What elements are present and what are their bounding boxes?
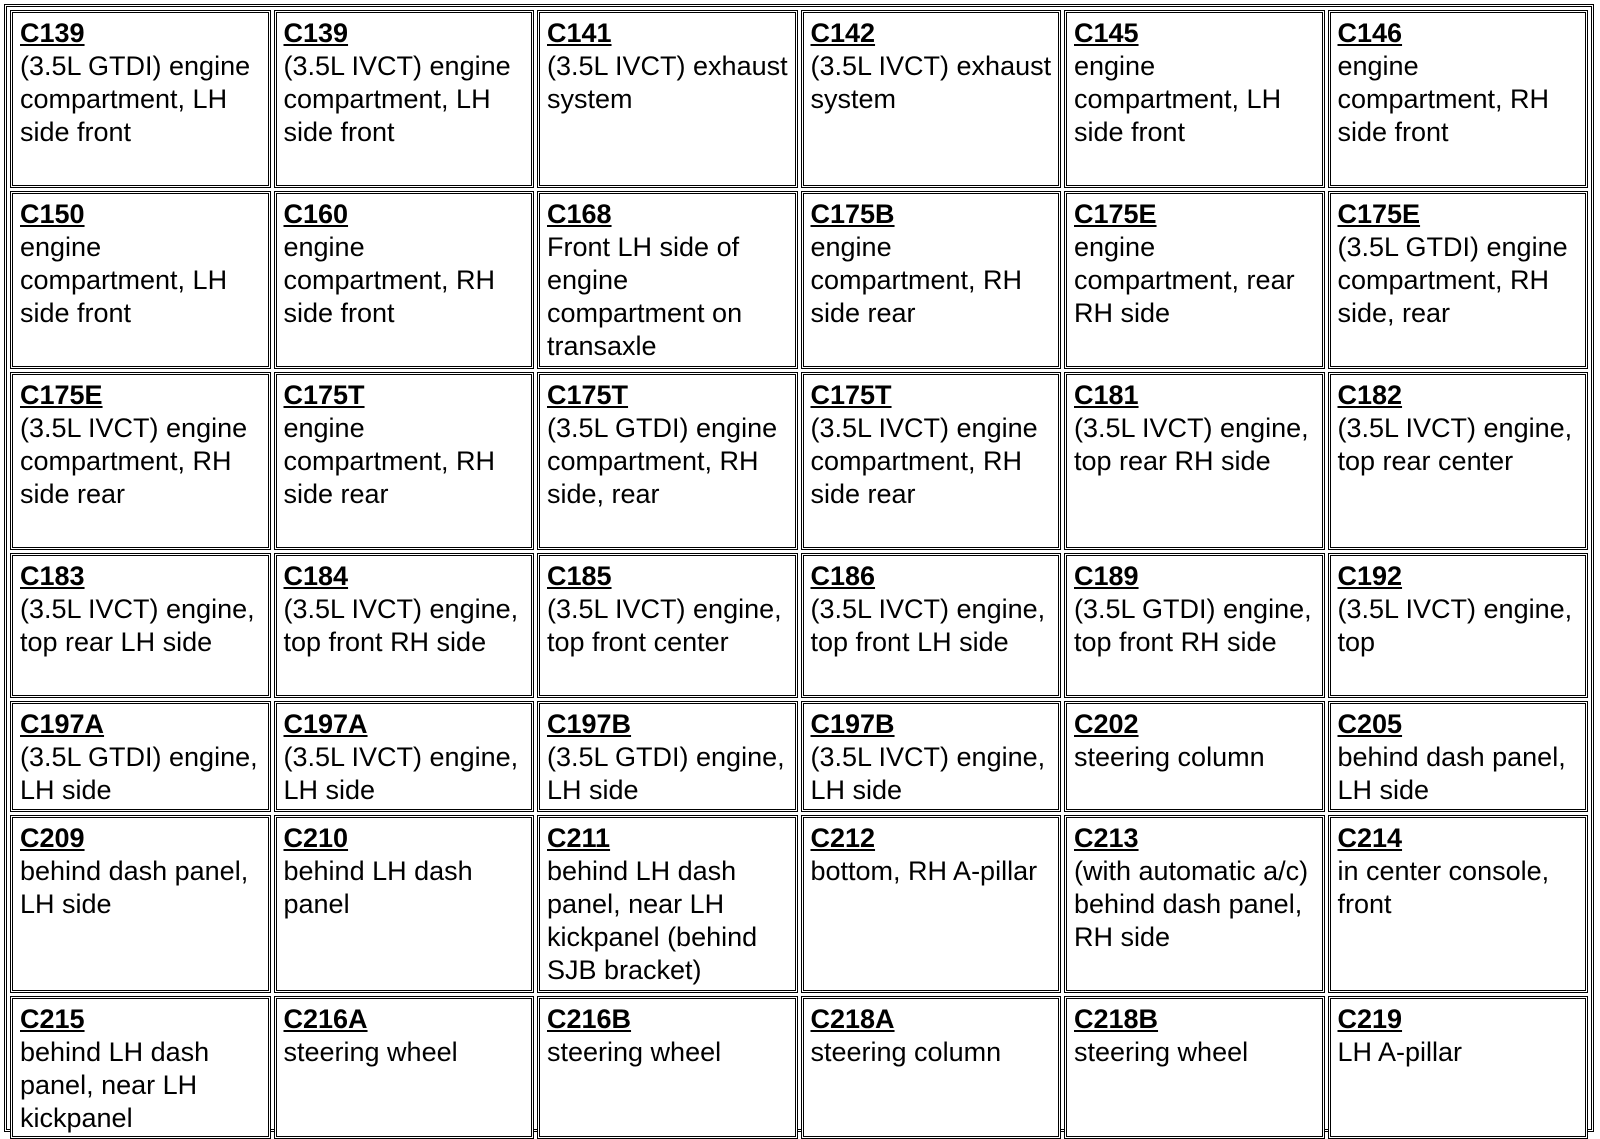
connector-code-link[interactable]: C197A [283,709,368,739]
connector-code-link[interactable]: C175E [1074,199,1157,229]
connector-code-link[interactable]: C218A [810,1004,895,1034]
connector-location-text: engine compartment, LH side front [1074,51,1282,147]
connector-code-link[interactable]: C182 [1337,380,1403,410]
connector-location-text: (3.5L IVCT) engine, top rear center [1337,413,1573,476]
connector-code-link[interactable]: C150 [20,199,85,229]
connector-cell [801,10,1062,188]
connector-cell [537,996,798,1139]
connector-code-link[interactable]: C216B [547,1004,632,1034]
connector-cell [274,815,535,993]
connector-location-text: engine compartment, RH side front [283,232,496,328]
connector-cell [274,553,535,698]
connector-cell [1064,701,1325,812]
connector-cell [537,701,798,812]
connector-code-link[interactable]: C202 [1074,709,1139,739]
connector-cell [801,996,1062,1139]
connector-code-link[interactable]: C145 [1074,18,1139,48]
connector-location-text: LH A-pillar [1337,1037,1463,1067]
connector-cell [274,996,535,1139]
connector-cell [537,372,798,550]
connector-location-text: (3.5L IVCT) engine compartment, RH side rear [810,413,1038,509]
connector-code-link[interactable]: C197B [810,709,895,739]
connector-location-text: steering column [810,1037,1002,1067]
connector-code-link[interactable]: C175B [810,199,895,229]
connector-code-link[interactable]: C186 [810,561,876,591]
connector-cell [1064,372,1325,550]
connector-cell [1064,996,1325,1139]
connector-location-text: (3.5L GTDI) engine, LH side [20,742,258,805]
connector-cell [1064,10,1325,188]
connector-code-link[interactable]: C184 [283,561,349,591]
connector-code-link[interactable]: C197A [20,709,105,739]
connector-location-text: (3.5L IVCT) engine, top front LH side [810,594,1046,657]
connector-cell [801,191,1062,369]
connector-cell [1328,553,1589,698]
connector-location-text: behind dash panel, LH side [1337,742,1566,805]
connector-location-text: (3.5L IVCT) exhaust system [810,51,1052,114]
connector-code-link[interactable]: C197B [547,709,632,739]
connector-location-text: (with automatic a/c) behind dash panel, RH side [1074,856,1309,952]
connector-location-text: (3.5L IVCT) engine, top rear LH side [20,594,255,657]
connector-cell [1328,372,1589,550]
connector-code-link[interactable]: C139 [20,18,85,48]
connector-cell [801,553,1062,698]
connector-code-link[interactable]: C175T [283,380,365,410]
connector-location-text: engine compartment, RH side front [1337,51,1550,147]
connector-code-link[interactable]: C175T [547,380,629,410]
connector-code-link[interactable]: C139 [283,18,349,48]
connector-location-text: engine compartment, rear RH side [1074,232,1295,328]
connector-location-text: (3.5L IVCT) engine, top front center [547,594,782,657]
connector-cell [10,996,271,1139]
connector-cell [10,553,271,698]
connector-cell [537,553,798,698]
connector-location-text: (3.5L IVCT) engine compartment, LH side front [283,51,511,147]
connector-cell [801,701,1062,812]
connector-cell [1064,815,1325,993]
connector-code-link[interactable]: C218B [1074,1004,1159,1034]
connector-code-link[interactable]: C215 [20,1004,85,1034]
connector-code-link[interactable]: C181 [1074,380,1139,410]
connector-location-text: Front LH side of engine compartment on transaxle [547,232,743,361]
connector-cell [274,10,535,188]
connector-code-link[interactable]: C214 [1337,823,1403,853]
connector-code-link[interactable]: C192 [1337,561,1403,591]
connector-code-link[interactable]: C185 [547,561,612,591]
connector-cell [1064,553,1325,698]
connector-cell [1064,191,1325,369]
connector-code-link[interactable]: C213 [1074,823,1139,853]
connector-location-text: steering wheel [547,1037,722,1067]
connector-cell [10,372,271,550]
connector-cell [274,701,535,812]
connector-code-link[interactable]: C216A [283,1004,368,1034]
connector-location-text: (3.5L IVCT) engine, LH side [810,742,1046,805]
connector-location-text: steering wheel [283,1037,458,1067]
connector-location-text: behind LH dash panel, near LH kickpanel [20,1037,210,1133]
connector-cell [801,372,1062,550]
connector-cell [1328,10,1589,188]
connector-code-link[interactable]: C160 [283,199,349,229]
connector-cell [537,815,798,993]
connector-code-link[interactable]: C189 [1074,561,1139,591]
connector-location-text: steering wheel [1074,1037,1249,1067]
connector-cell [274,191,535,369]
connector-code-link[interactable]: C175E [20,380,103,410]
connector-location-text: behind dash panel, LH side [20,856,249,919]
connector-location-text: (3.5L GTDI) engine compartment, LH side front [20,51,251,147]
connector-location-text: (3.5L GTDI) engine, LH side [547,742,785,805]
connector-location-text: (3.5L GTDI) engine, top front RH side [1074,594,1312,657]
connector-code-link[interactable]: C141 [547,18,612,48]
connector-location-text: engine compartment, RH side rear [810,232,1023,328]
connector-code-link[interactable]: C168 [547,199,612,229]
connector-cell [801,815,1062,993]
connector-code-link[interactable]: C205 [1337,709,1403,739]
connector-cell [1328,701,1589,812]
connector-code-link[interactable]: C142 [810,18,876,48]
connector-location-text: (3.5L IVCT) engine, LH side [283,742,519,805]
connector-cell [1328,815,1589,993]
connector-code-link[interactable]: C175E [1337,199,1421,229]
connector-location-text: (3.5L IVCT) engine, top front RH side [283,594,519,657]
connector-location-table [4,4,1594,1132]
connector-cell [1328,996,1589,1139]
connector-location-text: (3.5L GTDI) engine compartment, RH side, rear [547,413,778,509]
connector-cell [10,191,271,369]
connector-location-text: (3.5L IVCT) exhaust system [547,51,788,114]
connector-location-text: bottom, RH A-pillar [810,856,1038,886]
connector-code-link[interactable]: C211 [547,823,611,853]
connector-cell [537,10,798,188]
connector-location-text: engine compartment, RH side rear [283,413,496,509]
connector-location-text: behind LH dash panel, near LH kickpanel (behind SJB bracket) [547,856,758,985]
connector-code-link[interactable]: C210 [283,823,349,853]
connector-location-text: (3.5L IVCT) engine, top [1337,594,1573,657]
connector-location-text: (3.5L IVCT) engine, top rear RH side [1074,413,1309,476]
connector-cell [1328,191,1589,369]
connector-cell [274,372,535,550]
connector-location-text: (3.5L GTDI) engine compartment, RH side, rear [1337,232,1568,328]
connector-cell [10,701,271,812]
connector-cell [10,815,271,993]
connector-cell [10,10,271,188]
connector-code-link[interactable]: C175T [810,380,892,410]
connector-code-link[interactable]: C146 [1337,18,1403,48]
connector-location-text: in center console, front [1337,856,1550,919]
connector-code-link[interactable]: C209 [20,823,85,853]
connector-location-text: behind LH dash panel [283,856,473,919]
connector-code-link[interactable]: C219 [1337,1004,1403,1034]
connector-cell [537,191,798,369]
connector-location-text: steering column [1074,742,1265,772]
connector-code-link[interactable]: C212 [810,823,876,853]
connector-code-link[interactable]: C183 [20,561,85,591]
connector-location-text: engine compartment, LH side front [20,232,228,328]
connector-location-text: (3.5L IVCT) engine compartment, RH side rear [20,413,248,509]
